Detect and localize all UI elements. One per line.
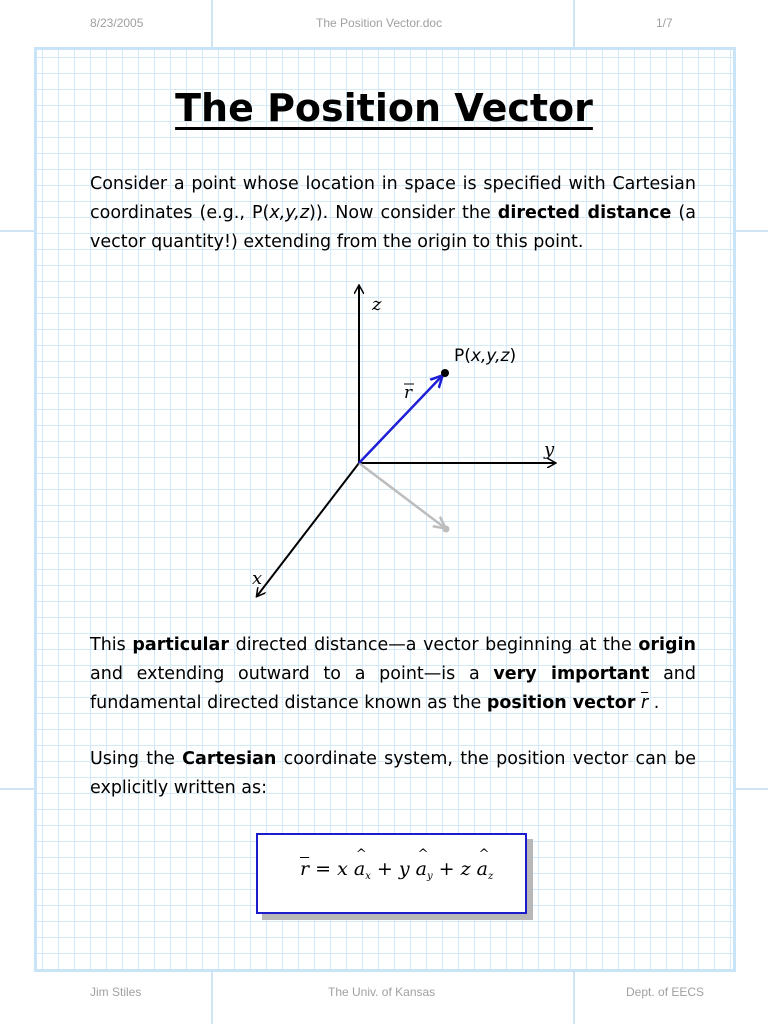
page-header <box>0 16 768 36</box>
page-title: The Position Vector <box>175 86 593 130</box>
paragraph-position-vector: This particular directed distance—a vector beginning at the origin and extending outward to a point—is a very important and fundamental directed distance known as the position vector $\overline{r}$ . <box>90 635 697 713</box>
projection-point <box>443 526 450 533</box>
y-axis-label: y <box>544 439 555 460</box>
x-axis <box>257 463 359 596</box>
header-filename: The Position Vector.doc <box>316 16 443 30</box>
r-vector-symbol: $\overline{r}$ <box>641 693 649 713</box>
z-axis-label: z <box>372 294 382 315</box>
point-p <box>441 369 449 377</box>
position-vector-arrow <box>359 376 442 463</box>
header-page-number: 1/7 <box>656 16 673 30</box>
page-footer <box>0 985 768 1005</box>
footer-author: Jim Stiles <box>90 985 142 999</box>
footer-university: The Univ. of Kansas <box>328 985 436 999</box>
vector-r-label: r <box>404 383 413 403</box>
footer-department: Dept. of EECS <box>626 985 705 999</box>
point-p-label: P(x,y,z) <box>454 346 517 366</box>
position-vector-equation: $\overline{r} = x$ ^ $a_x + y$ ^ $a_y + z$ ^ $a_z$ <box>300 858 500 888</box>
x-axis-label: x <box>252 568 263 589</box>
paragraph-cartesian: Using the Cartesian coordinate system, the position vector can be explicitly written as: <box>90 749 696 798</box>
projection-vector <box>359 463 445 528</box>
header-date: 8/23/2005 <box>90 16 144 30</box>
position-vector-diagram <box>240 280 580 610</box>
paragraph-intro: Consider a point whose location in space is specified with Cartesian coordinates (e.g., P(x,y,z)). Now consider the directed distance (a vector quantity!) extending from the origin to this point. <box>90 174 696 252</box>
